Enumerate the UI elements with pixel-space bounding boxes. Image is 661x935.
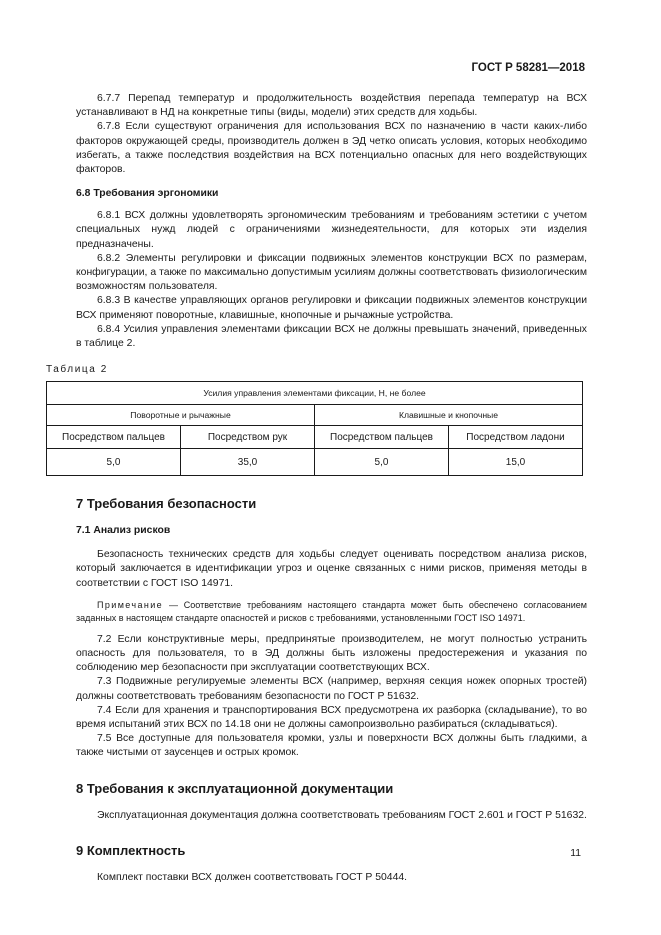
table-col-header: Посредством ладони bbox=[449, 426, 583, 449]
paragraph-7-2: 7.2 Если конструктивные меры, предпринятые производителем, не могут полностью устранить опасность для пользователя, то в ЭД должны быть изложены предостережения и указания по соблюдению мер безопасности при эксплуатации соответствующих ВСХ. bbox=[76, 633, 587, 674]
document-id-header: ГОСТ Р 58281—2018 bbox=[471, 62, 585, 74]
paragraph-6-8-3: 6.8.3 В качестве управляющих органов регулировки и фиксации подвижных элементов конструкции ВСХ применяют поворотные, клавишные, кнопочные и рычажные устройства. bbox=[76, 295, 587, 321]
page-content bbox=[46, 92, 587, 885]
paragraph-6-7-8: 6.7.8 Если существуют ограничения для использования ВСХ по назначению в части каких-либо факторов окружающей среды, производитель должен в ЭД четко описать условия, которых необходимо избегать, а также последствия воздействия на ВСХ потенциально опасных для него воздействующих факторов. bbox=[76, 121, 587, 176]
heading-7-1: 7.1 Анализ рисков bbox=[76, 525, 171, 537]
page-number: 11 bbox=[570, 848, 581, 859]
paragraph-6-8-1: 6.8.1 ВСХ должны удовлетворять эргономическим требованиям и требованиям эстетики с учетом специальных нужд людей с ограничениями жизнедеятельности, для которых эти изделия предназначены. bbox=[76, 210, 587, 250]
table-title-cell: Усилия управления элементами фиксации, Н, не более bbox=[47, 382, 583, 405]
note-paragraph bbox=[76, 599, 587, 625]
paragraph-6-8-4: 6.8.4 Усилия управления элементами фиксации ВСХ не должны превышать значений, приведенных в таблице 2. bbox=[76, 323, 587, 350]
table-col-header: Посредством пальцев bbox=[47, 426, 181, 449]
table-col-header: Посредством рук bbox=[181, 426, 315, 449]
note-text: — Соответствие требованиям настоящего стандарта может быть обеспечено согласованием заданных в настоящем стандарте опасностей и рисков с требованиями, установленными ГОСТ ISO 14971. bbox=[76, 599, 587, 623]
paragraph-6-7-7: 6.7.7 Перепад температур и продолжительность воздействия перепада температур на ВСХ устанавливают в НД на конкретные типы (виды, модели) этих средств для ходьбы. bbox=[76, 93, 587, 119]
paragraph-8: Эксплуатационная документация должна соответствовать требованиям ГОСТ 2.601 и ГОСТ Р 51632. bbox=[97, 809, 587, 821]
paragraph-6-8-2: 6.8.2 Элементы регулировки и фиксации подвижных элементов конструкции ВСХ по размерам, конфигурации, а также по максимально допустимым усилиям должны соответствовать физиологическим возможностям пользователя. bbox=[76, 252, 587, 293]
table-value-cell: 5,0 bbox=[315, 449, 449, 476]
table-2 bbox=[46, 381, 583, 476]
paragraph-7-1: Безопасность технических средств для ходьбы следует оценивать посредством анализа рисков, который заключается в идентификации угроз и оценке связанных с ними рисков, применяя методы в соответствии с ГОСТ ISO 14971. bbox=[76, 549, 587, 589]
paragraph-7-4: 7.4 Если для хранения и транспортирования ВСХ предусмотрена их разборка (складывание), то во время испытаний этих ВСХ по 14.18 они не должны самопроизвольно разбираться (складываться). bbox=[76, 704, 587, 731]
table-group-rotary-lever: Поворотные и рычажные bbox=[47, 405, 315, 426]
table-value-cell: 15,0 bbox=[449, 449, 583, 476]
heading-8: 8 Требования к эксплуатационной документации bbox=[76, 780, 394, 796]
heading-9: 9 Комплектность bbox=[76, 842, 186, 858]
table-2-caption: Таблица 2 bbox=[46, 364, 108, 376]
table-value-cell: 5,0 bbox=[47, 449, 181, 476]
table-group-key-button: Клавишные и кнопочные bbox=[315, 405, 583, 426]
paragraph-7-5: 7.5 Все доступные для пользователя кромки, узлы и поверхности ВСХ должны быть гладкими, а также чистыми от заусенцев и острых кромок. bbox=[76, 733, 587, 759]
note-label: Примечание bbox=[97, 599, 164, 610]
paragraph-7-3: 7.3 Подвижные регулируемые элементы ВСХ (например, верхняя секция ножек опорных тростей) должны соответствовать требованиям безопасности по ГОСТ Р 51632. bbox=[76, 676, 587, 702]
heading-6-8: 6.8 Требования эргономики bbox=[76, 188, 219, 200]
heading-7: 7 Требования безопасности bbox=[76, 496, 257, 512]
table-value-cell: 35,0 bbox=[181, 449, 315, 476]
table-col-header: Посредством пальцев bbox=[315, 426, 449, 449]
paragraph-9: Комплект поставки ВСХ должен соответствовать ГОСТ Р 50444. bbox=[97, 871, 408, 883]
